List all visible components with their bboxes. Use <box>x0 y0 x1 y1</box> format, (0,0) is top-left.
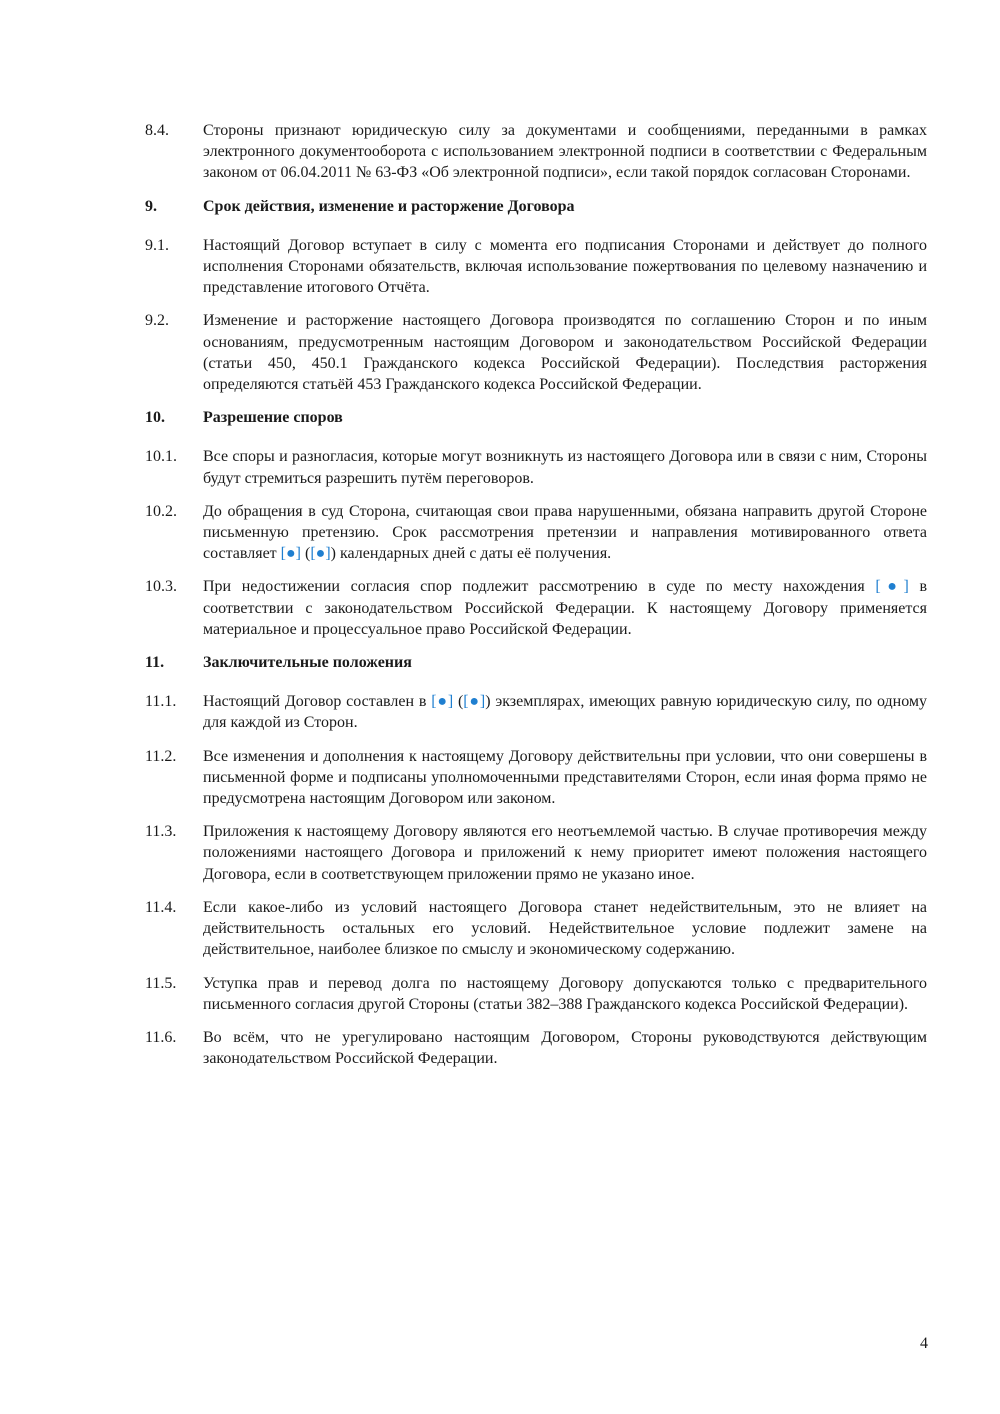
clause-text: Приложения к настоящему Договору являются его неотъемлемой частью. В случае противоречия между положениями настоящего Договора и приложений к нему приоритет имеют положения настоящего Договора, если в соответствующем приложении прямо не указано иное. <box>203 823 927 883</box>
clause-number: 10.3. <box>145 578 177 596</box>
clause-text <box>203 691 927 733</box>
section-number: 10. <box>145 409 165 427</box>
clause-11-6 <box>145 1027 927 1069</box>
clause-text-part: ) календарных дней с даты её получения. <box>330 545 612 563</box>
clause-number: 11.6. <box>145 1028 177 1046</box>
clause-number: 11.1. <box>145 693 177 711</box>
clause-9-2 <box>145 310 927 395</box>
clause-text <box>203 501 927 565</box>
section-title: Заключительные положения <box>203 654 412 672</box>
clause-number: 10.1. <box>145 448 177 466</box>
clause-number: 9.2. <box>145 312 169 330</box>
section-title: Срок действия, изменение и расторжение Договора <box>203 197 575 215</box>
clause-text <box>203 576 927 640</box>
clause-text-part: ) экземплярах, имеющих равную юридическую силу, по одному для каждой из Сторон. <box>203 693 928 732</box>
clause-text-part: ( <box>301 545 311 563</box>
clause-11-5 <box>145 973 927 1015</box>
clause-text: Если какое-либо из условий настоящего Договора станет недействительным, это не влияет на действительность остальных его условий. Недействительное условие подлежит замене на действительное, наиболее близкое по смыслу и экономическому содержанию. <box>203 898 927 959</box>
placeholder-field: [●] <box>431 693 454 711</box>
clause-8-4 <box>145 120 927 184</box>
clause-number: 8.4. <box>145 122 169 139</box>
section-number: 11. <box>145 654 165 672</box>
clause-text: Все споры и разногласия, которые могут возникнуть из настоящего Договора или в связи с ним, Стороны будут стремиться разрешить путём переговоров. <box>203 448 927 487</box>
clause-text-part: в соответствии с законодательством Российской Федерации. К настоящему Договору применяется материальное и процессуальное право Российской Федерации. <box>203 578 928 638</box>
clause-text: Во всём, что не урегулировано настоящим Договором, Стороны руководствуются действующим законодательством Российской Федерации. <box>203 1028 927 1068</box>
clause-text-part: До обращения в суд Сторона, считающая свои права нарушенными, обязана направить другой Стороне письменную претензию. Срок рассмотрения претензии и направления мотивированного ответа составляет <box>203 502 927 563</box>
clause-text: Все изменения и дополнения к настоящему Договору действительны при условии, что они совершены в письменной форме и подписаны уполномоченными представителями Сторон, если иная форма прямо не предусмотрена настоящим Договором или законом. <box>203 747 927 808</box>
clause-text-part: При недостижении согласия спор подлежит рассмотрению в суде по месту нахождения <box>203 578 876 596</box>
clause-10-1 <box>145 446 927 488</box>
clause-number: 9.1. <box>145 236 169 254</box>
clause-text-part: Настоящий Договор составлен в <box>203 693 432 711</box>
clause-9-1 <box>145 235 927 299</box>
clause-number: 10.2. <box>145 502 177 520</box>
clause-11-3 <box>145 821 927 885</box>
clause-number: 11.2. <box>145 747 177 765</box>
clause-text: Изменение и расторжение настоящего Договора производятся по соглашению Сторон и по иным основаниям, предусмотренным настоящим Договором и законодательством Российской Федерации (статьи 450, 450.1 Гражданского кодекса Российской Федерации). Последствия расторжения определяются статьёй 453 Гражданского кодекса Российской Федерации. <box>203 312 927 394</box>
clause-text: Уступка прав и перевод долга по настоящему Договору допускаются только с предварительного письменного согласия другой Стороны (статьи 382–388 Гражданского кодекса Российской Федерации). <box>203 974 927 1013</box>
document-page <box>145 120 927 1081</box>
page-number: 4 <box>920 1335 928 1352</box>
clause-number: 11.4. <box>145 898 177 916</box>
section-heading-10 <box>145 407 927 428</box>
section-number: 9. <box>145 197 157 215</box>
placeholder-field: [●] <box>310 545 331 563</box>
clause-11-1 <box>145 691 927 733</box>
section-heading-9 <box>145 196 927 217</box>
placeholder-field: [●] <box>280 545 301 563</box>
clause-text: Настоящий Договор вступает в силу с момента его подписания Сторонами и действует до полного исполнения Сторонами обязательств, включая использование пожертвования по целевому назначению и представление итогового Отчёта. <box>203 236 927 297</box>
clause-text-part: ( <box>453 693 464 711</box>
placeholder-field: [●] <box>463 693 486 711</box>
placeholder-field: [●] <box>875 578 909 596</box>
clause-11-2 <box>145 746 927 810</box>
clause-text: Стороны признают юридическую силу за документами и сообщениями, переданными в рамках электронного документооборота с использованием электронной подписи в соответствии с Федеральным законом от 06.04.2011 № 63-ФЗ «Об электронной подписи», если такой порядок согласован Сторонами. <box>203 122 927 182</box>
clause-10-3 <box>145 576 927 640</box>
clause-11-4 <box>145 897 927 961</box>
section-title: Разрешение споров <box>203 409 343 427</box>
clause-number: 11.3. <box>145 823 177 841</box>
clause-number: 11.5. <box>145 974 177 992</box>
section-heading-11 <box>145 652 927 673</box>
clause-10-2 <box>145 501 927 565</box>
